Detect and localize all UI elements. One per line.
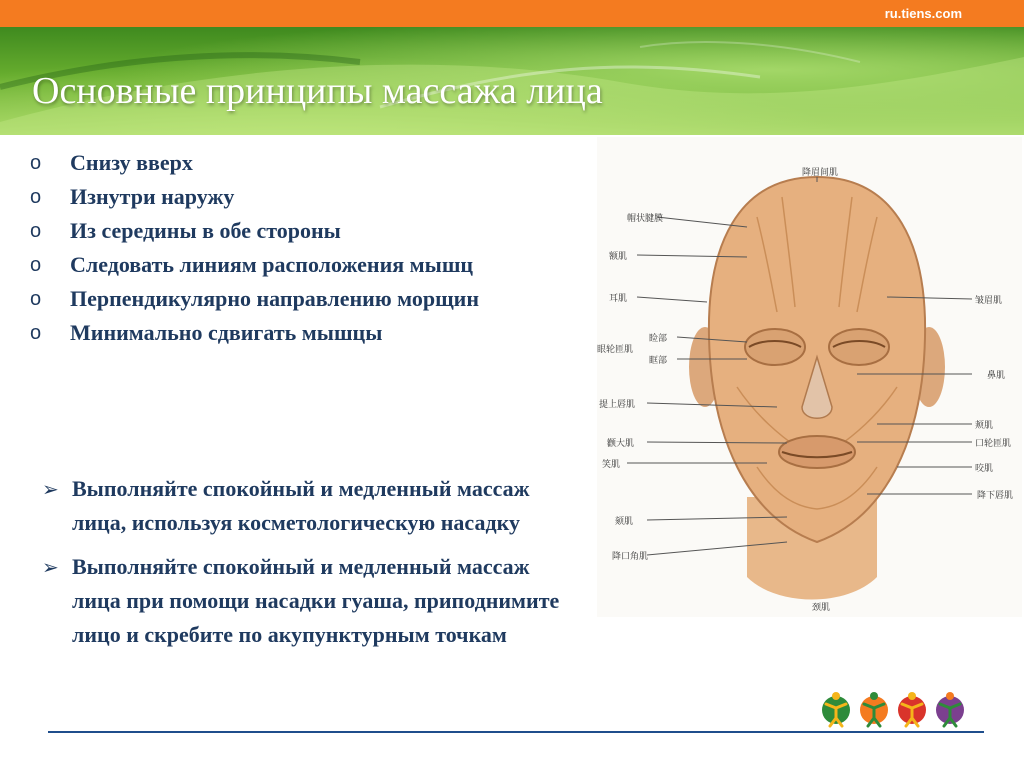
muscle-label: 颏肌	[615, 517, 634, 527]
arrow-bullet-icon: ➢	[42, 477, 59, 501]
muscle-label: 眶部	[649, 356, 668, 366]
right-eye	[829, 329, 889, 365]
list-item	[30, 282, 510, 316]
muscle-label: 鼻肌	[987, 371, 1006, 381]
muscle-label: 降下唇肌	[977, 491, 1014, 501]
muscle-label: 口轮匝肌	[975, 439, 1012, 449]
muscle-label: 颈肌	[812, 603, 831, 613]
figure-icon-orange	[860, 692, 888, 726]
circle-bullet-icon: o	[30, 186, 42, 208]
tip-text: Выполняйте спокойный и медленный массаж лица при помощи насадки гуаша, приподнимите лицо и скребите по акупунктурным точкам	[72, 554, 560, 647]
header-banner	[0, 27, 1024, 135]
page-title: Основные принципы массажа лица	[32, 70, 603, 112]
muscle-label: 提上唇肌	[599, 400, 636, 410]
tip-item	[42, 472, 582, 540]
arrow-bullet-icon: ➢	[42, 555, 59, 579]
muscle-label: 降口角肌	[612, 552, 649, 562]
muscle-label: 眼轮匝肌	[597, 345, 634, 355]
list-item-text: Минимально сдвигать мышцы	[70, 320, 383, 345]
tip-text: Выполняйте спокойный и медленный массаж лица, используя косметологическую насадку	[72, 476, 530, 535]
list-item-text: Изнутри наружу	[70, 184, 235, 209]
list-item-text: Снизу вверх	[70, 150, 193, 175]
muscle-label: 耳肌	[609, 294, 628, 304]
figure-icon-green	[822, 692, 850, 726]
muscle-label: 睑部	[649, 334, 668, 344]
circle-bullet-icon: o	[30, 288, 42, 310]
list-item-text: Следовать линиям расположения мышц	[70, 252, 474, 277]
list-item-text: Из середины в обе стороны	[70, 218, 341, 243]
tips-list	[42, 472, 582, 662]
circle-bullet-icon: o	[30, 220, 42, 242]
site-url: ru.tiens.com	[884, 6, 962, 21]
principles-list	[30, 146, 550, 350]
tiens-logo-figures	[818, 688, 970, 730]
circle-bullet-icon: o	[30, 322, 42, 344]
left-eye	[745, 329, 805, 365]
tip-item	[42, 550, 582, 652]
list-item	[30, 214, 550, 248]
footer-divider	[48, 731, 984, 733]
face-muscles-diagram	[597, 137, 1022, 617]
muscle-label: 帽状腱膜	[627, 214, 664, 224]
muscle-label: 咬肌	[975, 464, 994, 474]
muscle-label: 皱眉肌	[975, 296, 1003, 306]
muscle-label: 笑肌	[602, 460, 621, 470]
list-item	[30, 180, 550, 214]
list-item-text: Перпендикулярно направлению морщин	[70, 286, 480, 311]
muscle-label: 颊肌	[975, 421, 994, 431]
top-bar	[0, 0, 1024, 27]
mouth	[779, 436, 855, 468]
muscle-label: 颧大肌	[607, 439, 635, 449]
muscle-label: 降眉间肌	[802, 168, 839, 178]
list-item	[30, 316, 550, 350]
figure-icon-red	[898, 692, 926, 726]
list-item	[30, 146, 550, 180]
list-item	[30, 248, 510, 282]
figure-icon-purple	[936, 692, 964, 726]
circle-bullet-icon: o	[30, 254, 42, 276]
muscle-label: 额肌	[609, 252, 628, 262]
circle-bullet-icon: o	[30, 152, 42, 174]
